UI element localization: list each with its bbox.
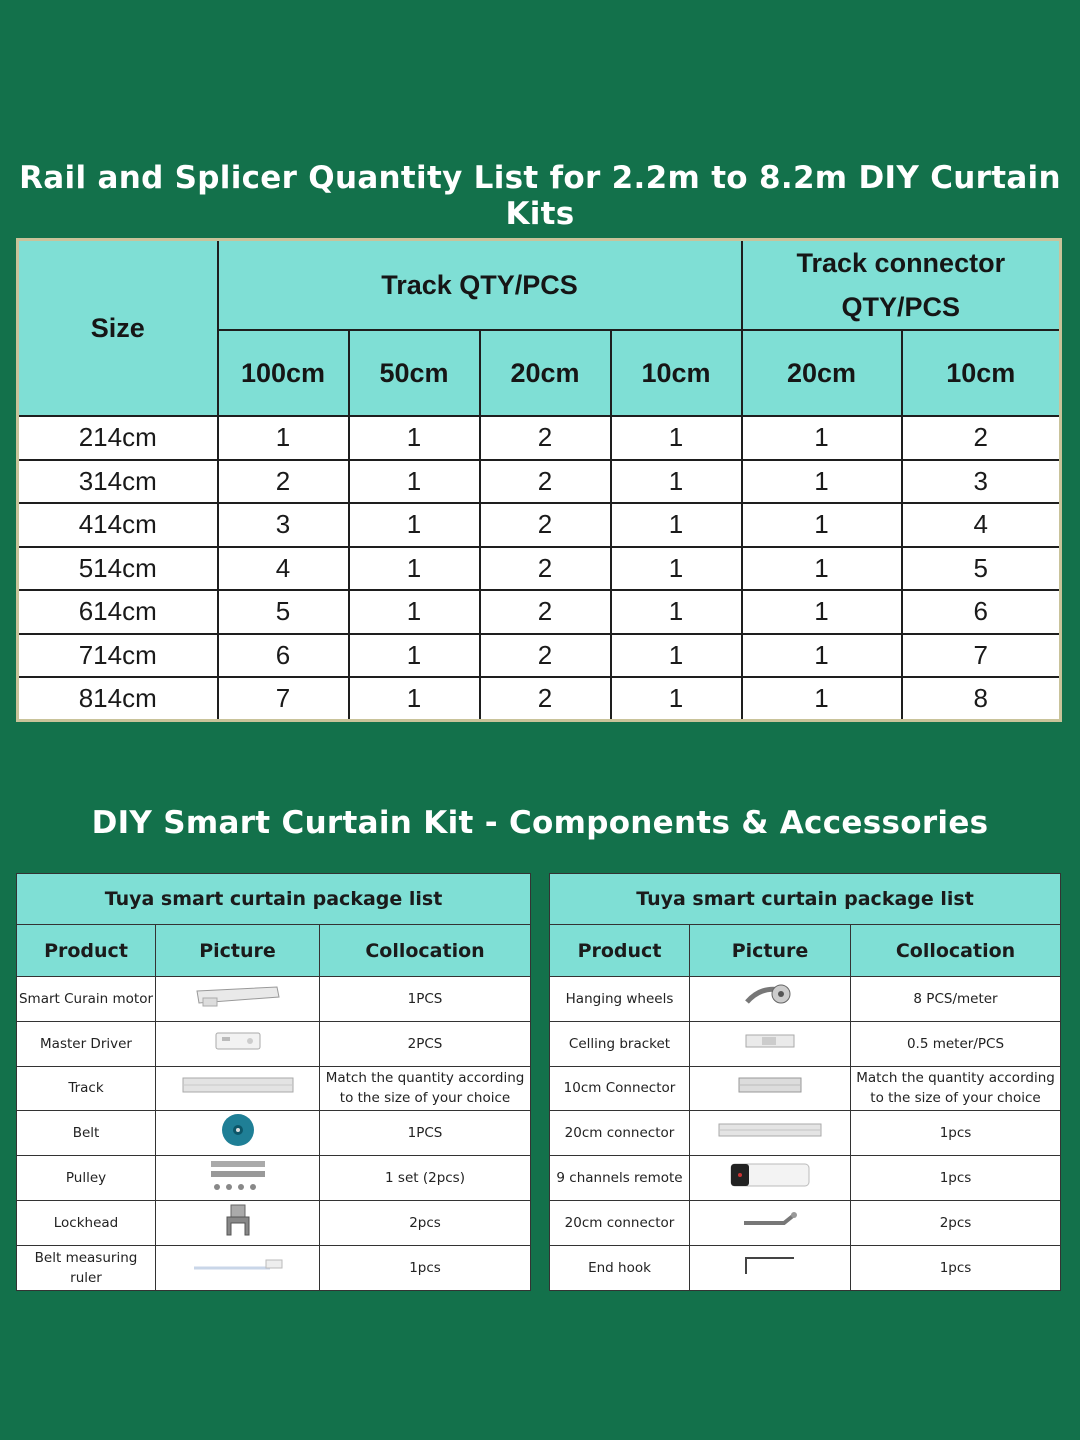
product-header: Product (17, 925, 156, 977)
table-row (18, 503, 1061, 547)
size-cell: 614cm (18, 590, 218, 634)
qty-cell: 1 (611, 677, 742, 721)
collocation-cell: 2pcs (851, 1200, 1061, 1245)
qty-cell: 1 (742, 634, 902, 678)
package-list-right (549, 873, 1061, 1291)
qty-cell: 3 (218, 503, 349, 547)
product-cell: 10cm Connector (550, 1066, 690, 1111)
track-qty-header: Track QTY/PCS (218, 240, 742, 331)
sub-header-10cm: 10cm (611, 330, 742, 416)
track-connector-header (742, 240, 1061, 331)
qty-cell: 2 (480, 416, 611, 460)
rail-title: Rail and Splicer Quantity List for 2.2m to 8.2m DIY Curtain Kits (19, 160, 1061, 232)
product-cell: Pulley (17, 1156, 156, 1201)
collocation-cell: Match the quantity according to the size of your choice (851, 1066, 1061, 1111)
size-header: Size (18, 240, 218, 417)
collocation-cell: 1 set (2pcs) (320, 1156, 531, 1201)
collocation-cell: Match the quantity according to the size of your choice (320, 1066, 531, 1111)
qty-cell: 1 (349, 634, 480, 678)
qty-cell: 2 (480, 590, 611, 634)
product-header: Product (550, 925, 690, 977)
sub-header-100cm: 100cm (218, 330, 349, 416)
qty-cell: 1 (742, 677, 902, 721)
qty-cell: 1 (349, 503, 480, 547)
connector-10-icon (737, 1072, 803, 1104)
qty-cell: 5 (902, 547, 1061, 591)
components-title: DIY Smart Curtain Kit - Components & Accessories (91, 805, 989, 841)
qty-cell: 1 (611, 634, 742, 678)
table-row (550, 1245, 1061, 1290)
collocation-header: Collocation (851, 925, 1061, 977)
picture-cell (156, 1156, 320, 1201)
table-row (17, 1021, 531, 1066)
product-cell: Master Driver (17, 1021, 156, 1066)
qty-cell: 1 (349, 677, 480, 721)
picture-cell (690, 1066, 851, 1111)
sub-header-connector-20cm: 20cm (742, 330, 902, 416)
collocation-cell: 1pcs (851, 1245, 1061, 1290)
table-row (18, 416, 1061, 460)
qty-cell: 8 (902, 677, 1061, 721)
table-row (18, 547, 1061, 591)
size-cell: 414cm (18, 503, 218, 547)
product-cell: Celling bracket (550, 1021, 690, 1066)
remote-icon (729, 1162, 811, 1194)
motor-icon (193, 983, 283, 1015)
collocation-header: Collocation (320, 925, 531, 977)
collocation-cell: 2pcs (320, 1200, 531, 1245)
product-cell: 20cm connector (550, 1111, 690, 1156)
qty-cell: 5 (218, 590, 349, 634)
table-row (550, 1066, 1061, 1111)
qty-cell: 3 (902, 460, 1061, 504)
qty-cell: 2 (480, 634, 611, 678)
package-list-left (16, 873, 531, 1291)
hook-bar-icon (740, 1209, 800, 1237)
product-cell: Lockhead (17, 1200, 156, 1245)
track-connector-header-line1: Track connector (796, 248, 1006, 278)
collocation-cell: 1pcs (851, 1111, 1061, 1156)
product-cell: 20cm connector (550, 1200, 690, 1245)
qty-cell: 1 (349, 590, 480, 634)
picture-cell (690, 977, 851, 1022)
picture-cell (156, 1200, 320, 1245)
qty-cell: 2 (480, 677, 611, 721)
table-row (550, 1200, 1061, 1245)
table-row (17, 977, 531, 1022)
package-title: Tuya smart curtain package list (550, 874, 1061, 925)
qty-cell: 2 (480, 547, 611, 591)
qty-cell: 1 (742, 416, 902, 460)
qty-cell: 7 (902, 634, 1061, 678)
table-row (550, 1021, 1061, 1066)
qty-cell: 1 (611, 547, 742, 591)
wheel-icon (741, 982, 799, 1016)
table-row (17, 1200, 531, 1245)
qty-cell: 1 (611, 460, 742, 504)
collocation-cell: 1PCS (320, 1111, 531, 1156)
qty-cell: 7 (218, 677, 349, 721)
sub-header-50cm: 50cm (349, 330, 480, 416)
size-cell: 214cm (18, 416, 218, 460)
size-cell: 814cm (18, 677, 218, 721)
product-cell: Track (17, 1066, 156, 1111)
qty-cell: 1 (742, 547, 902, 591)
qty-cell: 1 (611, 503, 742, 547)
table-row (550, 977, 1061, 1022)
product-cell: 9 channels remote (550, 1156, 690, 1201)
package-title: Tuya smart curtain package list (17, 874, 531, 925)
track-icon (181, 1073, 295, 1103)
picture-cell (690, 1156, 851, 1201)
product-cell: End hook (550, 1245, 690, 1290)
picture-cell (690, 1200, 851, 1245)
picture-header: Picture (156, 925, 320, 977)
qty-cell: 2 (480, 460, 611, 504)
qty-cell: 2 (902, 416, 1061, 460)
pulley-icon (207, 1157, 269, 1199)
table-row (17, 1066, 531, 1111)
qty-cell: 1 (349, 547, 480, 591)
qty-cell: 1 (611, 416, 742, 460)
ruler-icon (190, 1256, 286, 1280)
table-row (550, 1111, 1061, 1156)
bracket-icon (744, 1032, 796, 1056)
picture-cell (690, 1245, 851, 1290)
size-cell: 714cm (18, 634, 218, 678)
picture-cell (156, 1066, 320, 1111)
picture-cell (156, 1111, 320, 1156)
qty-cell: 6 (902, 590, 1061, 634)
picture-cell (156, 1021, 320, 1066)
product-cell: Hanging wheels (550, 977, 690, 1022)
belt-icon (221, 1113, 255, 1153)
table-row (17, 1156, 531, 1201)
qty-cell: 6 (218, 634, 349, 678)
picture-cell (690, 1111, 851, 1156)
collocation-cell: 1PCS (320, 977, 531, 1022)
picture-cell (156, 977, 320, 1022)
qty-cell: 1 (742, 503, 902, 547)
qty-cell: 1 (349, 416, 480, 460)
table-row (550, 1156, 1061, 1201)
size-cell: 314cm (18, 460, 218, 504)
qty-cell: 4 (902, 503, 1061, 547)
qty-cell: 2 (480, 503, 611, 547)
collocation-cell: 0.5 meter/PCS (851, 1021, 1061, 1066)
table-row (17, 1111, 531, 1156)
sub-header-connector-10cm: 10cm (902, 330, 1061, 416)
connector-20-icon (717, 1119, 823, 1147)
product-cell: Belt (17, 1111, 156, 1156)
collocation-cell: 1pcs (851, 1156, 1061, 1201)
collocation-cell: 2PCS (320, 1021, 531, 1066)
qty-cell: 1 (349, 460, 480, 504)
qty-cell: 1 (742, 590, 902, 634)
track-connector-header-line2: QTY/PCS (841, 292, 961, 322)
product-cell: Belt measuring ruler (17, 1245, 156, 1290)
picture-cell (690, 1021, 851, 1066)
table-row (18, 590, 1061, 634)
picture-cell (156, 1245, 320, 1290)
qty-cell: 4 (218, 547, 349, 591)
driver-icon (212, 1027, 264, 1061)
collocation-cell: 1pcs (320, 1245, 531, 1290)
qty-cell: 2 (218, 460, 349, 504)
table-row (18, 677, 1061, 721)
size-cell: 514cm (18, 547, 218, 591)
qty-cell: 1 (742, 460, 902, 504)
table-row (18, 460, 1061, 504)
sub-header-20cm: 20cm (480, 330, 611, 416)
qty-cell: 1 (611, 590, 742, 634)
lockhead-icon (223, 1203, 253, 1243)
table-row (17, 1245, 531, 1290)
table-row (18, 634, 1061, 678)
picture-header: Picture (690, 925, 851, 977)
rail-quantity-table (16, 238, 1062, 722)
qty-cell: 1 (218, 416, 349, 460)
product-cell: Smart Curain motor (17, 977, 156, 1022)
end-hook-icon (742, 1254, 798, 1282)
collocation-cell: 8 PCS/meter (851, 977, 1061, 1022)
